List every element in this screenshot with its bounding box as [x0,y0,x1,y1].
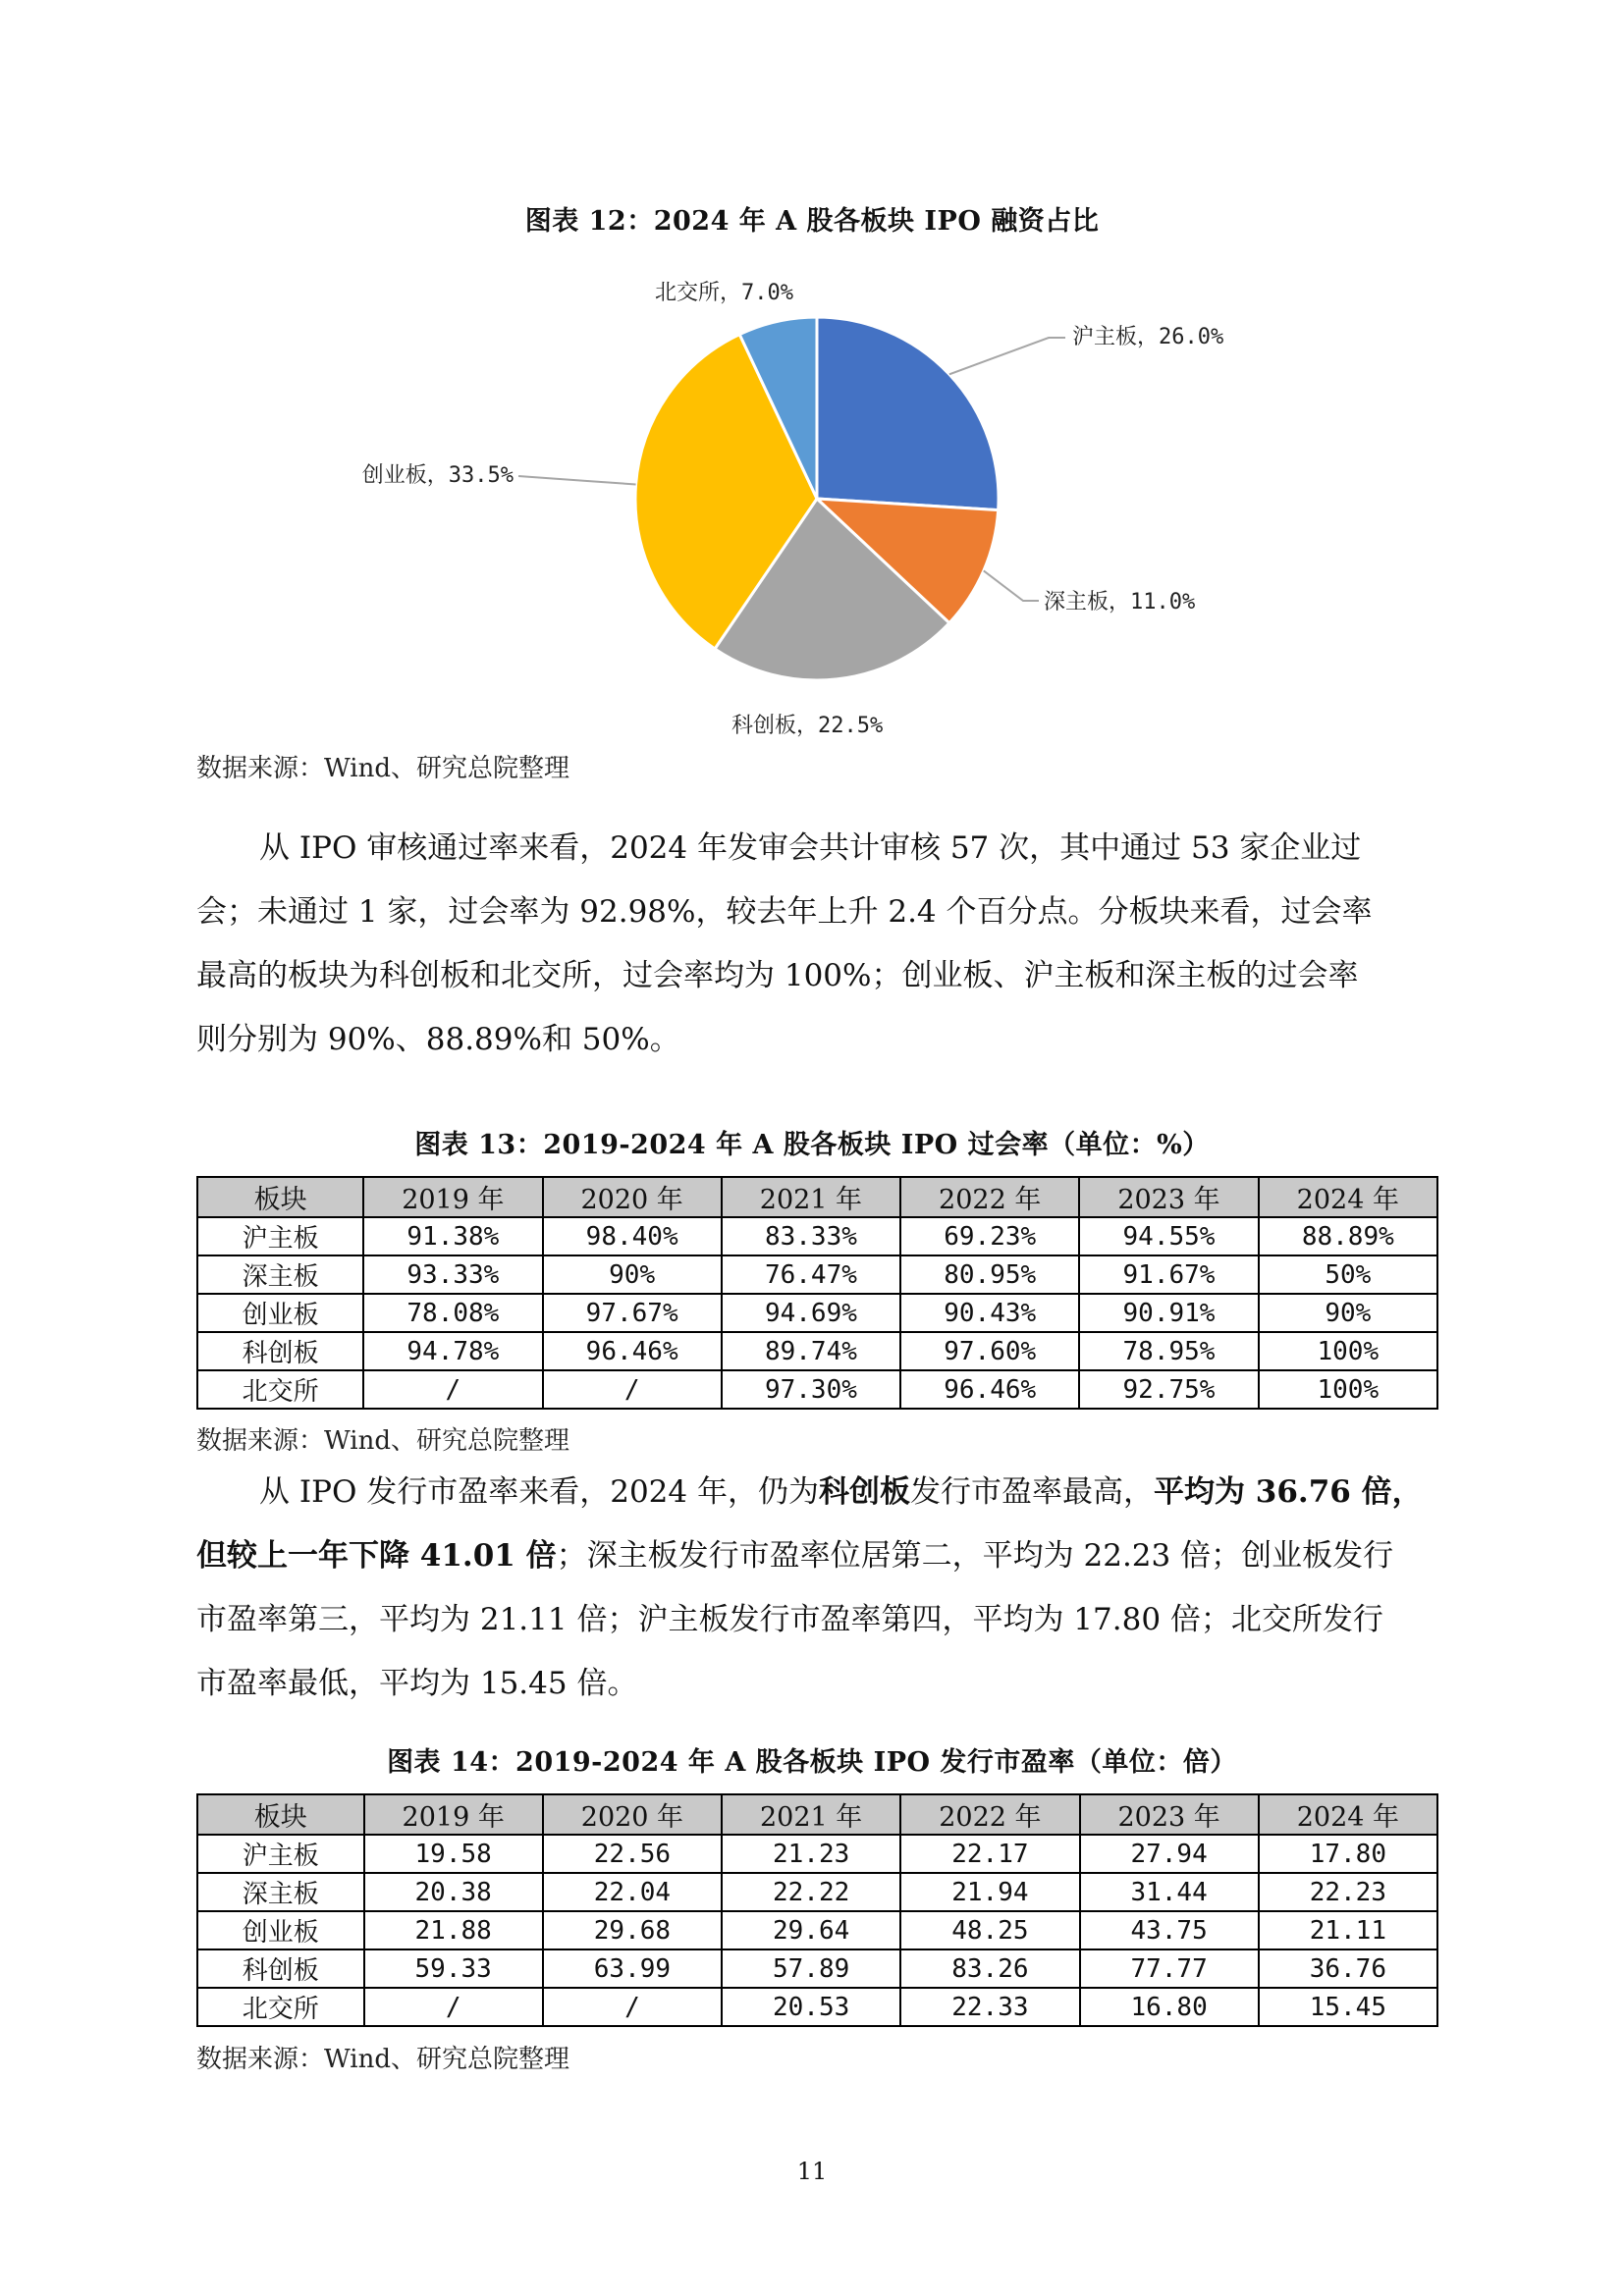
table-cell: / [543,1988,722,2026]
table-cell: 69.23% [900,1217,1079,1255]
table-cell: 90.43% [900,1294,1079,1332]
leader-line [949,338,1065,374]
table-cell: 83.26 [900,1949,1079,1988]
table-cell: 17.80 [1259,1835,1437,1873]
paragraph-line: 市盈率最低，平均为 15.45 倍。 [196,1666,638,1701]
paragraph-line: 则分别为 90%、88.89%和 50%。 [196,1022,680,1057]
table-header-row [197,1794,1437,1835]
table-row [197,1294,1437,1332]
column-header: 2024 年 [1259,1794,1437,1835]
table-cell: 59.33 [364,1949,543,1988]
table-cell: 21.88 [364,1911,543,1949]
table-cell: 43.75 [1080,1911,1259,1949]
paragraph-pe-ratio [196,1461,1438,1716]
paragraph-line [196,1461,1438,1524]
table-cell: 92.75% [1079,1370,1258,1409]
row-header-cell: 沪主板 [197,1835,364,1873]
table-cell: 80.95% [900,1255,1079,1294]
bold-text-run: 平均为 36.76 倍， [1153,1474,1423,1510]
row-header-cell: 深主板 [197,1873,364,1911]
row-header-cell: 创业板 [197,1294,363,1332]
table-row [197,1873,1437,1911]
table-cell: 89.74% [722,1332,900,1370]
table-cell: 98.40% [543,1217,722,1255]
paragraph-line: 从 IPO 审核通过率来看，2024 年发审会共计审核 57 次，其中通过 53 家企业过 [259,830,1362,866]
table-cell: 22.17 [900,1835,1079,1873]
table-cell: 22.23 [1259,1873,1437,1911]
table-cell: 97.60% [900,1332,1079,1370]
column-header: 2022 年 [900,1177,1079,1217]
pie-data-label: 深主板，11.0% [1044,590,1196,614]
row-header-cell: 北交所 [197,1988,364,2026]
pie-data-label: 沪主板，26.0% [1072,325,1224,349]
table-cell: 31.44 [1080,1873,1259,1911]
table-cell: 29.64 [722,1911,900,1949]
table-cell: 16.80 [1080,1988,1259,2026]
table-cell: 21.23 [722,1835,900,1873]
table-cell: 88.89% [1259,1217,1437,1255]
column-header: 2023 年 [1080,1794,1259,1835]
paragraph-line: 会；未通过 1 家，过会率为 92.98%，较去年上升 2.4 个百分点。分板块来看，过会率 [196,894,1373,930]
table-cell: 100% [1259,1370,1437,1409]
table-row [197,1332,1437,1370]
table-14-source: 数据来源：Wind、研究总院整理 [196,2045,569,2074]
row-header-cell: 科创板 [197,1332,363,1370]
table-cell: 78.95% [1079,1332,1258,1370]
table-cell: 22.22 [722,1873,900,1911]
pie-data-label: 创业板，33.5% [361,463,514,488]
column-header: 2021 年 [722,1177,900,1217]
figure-12-source: 数据来源：Wind、研究总院整理 [196,754,569,783]
pie-chart [0,0,1624,746]
pie-data-label: 北交所，7.0% [655,281,793,305]
table-cell: 90% [543,1255,722,1294]
pie-chart-svg [0,0,1624,746]
table-cell: 21.94 [900,1873,1079,1911]
table-cell: 76.47% [722,1255,900,1294]
text-run: ；深主板发行市盈率位居第二，平均为 22.23 倍；创业板发行 [556,1538,1394,1574]
table-cell: 97.30% [722,1370,900,1409]
table-cell: 36.76 [1259,1949,1437,1988]
table-cell: 15.45 [1259,1988,1437,2026]
row-header-cell: 科创板 [197,1949,364,1988]
table-cell: 97.67% [543,1294,722,1332]
column-header: 板块 [197,1794,364,1835]
table-13-source: 数据来源：Wind、研究总院整理 [196,1426,569,1456]
table-cell: 22.04 [543,1873,722,1911]
row-header-cell: 沪主板 [197,1217,363,1255]
table-cell: 50% [1259,1255,1437,1294]
table-cell: 63.99 [543,1949,722,1988]
table-cell: 91.38% [363,1217,542,1255]
column-header: 2020 年 [543,1794,722,1835]
table-row [197,1370,1437,1409]
table-row [197,1217,1437,1255]
table-cell: / [543,1370,722,1409]
row-header-cell: 创业板 [197,1911,364,1949]
paragraph-pass-rate [196,817,1438,1072]
table-row [197,1255,1437,1294]
row-header-cell: 深主板 [197,1255,363,1294]
table-cell: / [363,1370,542,1409]
table-cell: 90.91% [1079,1294,1258,1332]
table-cell: 29.68 [543,1911,722,1949]
table-cell: / [364,1988,543,2026]
table-13-pass-rate [196,1176,1438,1410]
table-row [197,1835,1437,1873]
table-row [197,1949,1437,1988]
table-row [197,1911,1437,1949]
table-cell: 96.46% [900,1370,1079,1409]
bold-text-run: 科创板 [818,1474,910,1510]
pie-slice-0 [817,317,999,510]
table-cell: 20.38 [364,1873,543,1911]
table-cell: 57.89 [722,1949,900,1988]
column-header: 2019 年 [364,1794,543,1835]
table-14-caption: 图表 14：2019-2024 年 A 股各板块 IPO 发行市盈率（单位：倍） [387,1747,1237,1778]
table-header-row [197,1177,1437,1217]
table-cell: 19.58 [364,1835,543,1873]
page-number: 11 [796,2158,828,2185]
column-header: 2019 年 [363,1177,542,1217]
table-cell: 22.56 [543,1835,722,1873]
table-cell: 22.33 [900,1988,1079,2026]
pie-data-label: 科创板，22.5% [731,714,884,738]
column-header: 2020 年 [543,1177,722,1217]
table-cell: 78.08% [363,1294,542,1332]
table-cell: 91.67% [1079,1255,1258,1294]
figure-12-caption: 图表 12：2024 年 A 股各板块 IPO 融资占比 [524,206,1100,237]
table-cell: 20.53 [722,1988,900,2026]
text-run: 从 IPO 发行市盈率来看，2024 年，仍为 [259,1474,819,1510]
column-header: 2023 年 [1079,1177,1258,1217]
table-cell: 77.77 [1080,1949,1259,1988]
table-cell: 94.55% [1079,1217,1258,1255]
paragraph-line [196,1524,1438,1588]
column-header: 板块 [197,1177,363,1217]
bold-text-run: 但较上一年下降 41.01 倍 [196,1538,557,1574]
table-cell: 94.69% [722,1294,900,1332]
table-cell: 100% [1259,1332,1437,1370]
table-cell: 83.33% [722,1217,900,1255]
leader-line [518,476,636,484]
table-cell: 96.46% [543,1332,722,1370]
table-cell: 27.94 [1080,1835,1259,1873]
column-header: 2021 年 [722,1794,900,1835]
text-run: 发行市盈率最高， [909,1474,1154,1510]
table-cell: 90% [1259,1294,1437,1332]
column-header: 2024 年 [1259,1177,1437,1217]
leader-line [984,570,1039,601]
table-cell: 21.11 [1259,1911,1437,1949]
table-cell: 94.78% [363,1332,542,1370]
table-cell: 48.25 [900,1911,1079,1949]
column-header: 2022 年 [900,1794,1079,1835]
paragraph-line: 市盈率第三，平均为 21.11 倍；沪主板发行市盈率第四，平均为 17.80 倍；北交所发行 [196,1602,1383,1637]
table-cell: 93.33% [363,1255,542,1294]
table-13-caption: 图表 13：2019-2024 年 A 股各板块 IPO 过会率（单位：%） [414,1130,1210,1160]
table-row [197,1988,1437,2026]
row-header-cell: 北交所 [197,1370,363,1409]
table-14-pe-ratio [196,1793,1438,2027]
paragraph-line: 最高的板块为科创板和北交所，过会率均为 100%；创业板、沪主板和深主板的过会率 [196,958,1359,993]
